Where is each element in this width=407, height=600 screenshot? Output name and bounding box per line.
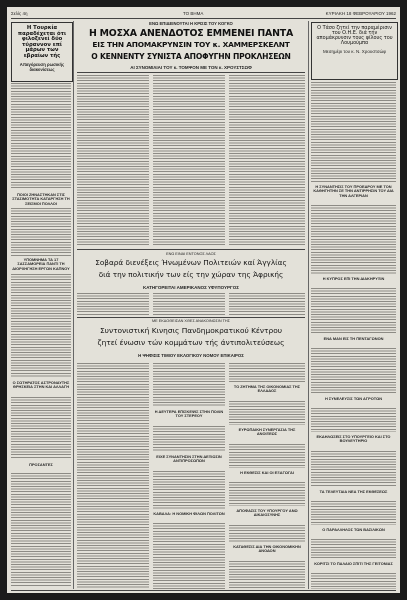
left-text — [11, 83, 71, 189]
story-text — [77, 75, 149, 245]
page-number: Σελίς 4η — [11, 11, 28, 16]
rule — [77, 317, 305, 318]
rule — [77, 249, 305, 250]
top-kicker: ΕΝΩ ΕΠΙΔΕΙΝΟΥΤΑΙ Η ΚΡΙΣΙΣ ΤΟΥ ΚΟΓΚΟ — [149, 21, 233, 26]
right-box — [311, 22, 398, 80]
footer-rule — [11, 590, 396, 591]
mid-sub: ΚΑΤΗΓΟΡΕΙΤΑΙ ΑΜΕΡΙΚΑΝΟΣ ΥΦΥΠΟΥΡΓΟΣ — [143, 285, 239, 290]
issue-date: ΚΥΡΙΑΚΗ 18 ΦΕΒΡΟΥΑΡΙΟΥ 1962 — [325, 11, 396, 16]
right-box-headline: Ο Τάσο ζητεί την παραμέρισιν του Ο.Η.Ε. διά τήν απομάκρυνσιν τους φίλους του Λουμούμπα — [316, 25, 393, 47]
story-text — [153, 75, 225, 245]
right-heading: Η ΣΥΝΑΝΤΗΣΙΣ ΤΟΥ ΠΡΟΕΔΡΟΥ ΜΕ ΤΟΝ ΚΑΘΗΓΗΤΗΝ ΣΕ ΤΗΝ ΑΝΤΙΡΡΗΣΙΝ ΤΟΥ ΔΙΑ ΤΗΝ ΑΛΓΕΡΙΑΝ — [313, 185, 394, 198]
right-text — [311, 205, 396, 275]
right-text — [311, 539, 396, 559]
right-heading: ΕΚΔΗΛΩΣΕΙΣ ΣΤΟ ΥΠΟΥΡΓΕΙΟ ΚΑΙ ΣΤΟ ΒΟΥΛΕΥΤΗΡΙΟ — [316, 435, 391, 444]
right-text — [311, 348, 396, 394]
story-text — [229, 401, 305, 425]
story-text — [229, 525, 305, 543]
story-text — [229, 482, 305, 506]
story-text — [229, 444, 305, 468]
top-headline-1: Η ΜΟΣΧΑ ΑΝΕΝΔΟΤΟΣ ΕΜΜΕΝΕΙ ΠΑΝΤΑ — [88, 28, 294, 39]
story-text — [153, 471, 225, 509]
story-text — [229, 363, 305, 383]
story-text — [153, 523, 225, 589]
right-heading: Ο ΠΑΡΑΛΛΗΛΟΣ ΤΩΝ ΒΑΣΙΛΙΚΩΝ — [322, 528, 385, 532]
page-header — [11, 10, 396, 18]
story-text — [153, 293, 225, 315]
story-text — [153, 363, 225, 407]
left-box — [11, 22, 73, 82]
story-text — [77, 293, 149, 315]
left-text — [11, 208, 71, 256]
rule — [77, 72, 305, 73]
left-box-sub: Απαγόρευση ρωσικής διακονίσεως — [19, 62, 65, 73]
top-sub: ΑΙ ΣΥΝΟΜΙΛΙΑΙ ΤΟΥ κ. ΤΟΜΨΟΝ ΜΕ ΤΟΝ κ. ΧΡΟΥΣΤΣΩΦ — [130, 65, 252, 70]
lower-headline-1: Συντονιστική Κινησις Πανδημοκρατικού Κέντρου — [100, 326, 282, 335]
mid-kicker: ΕΝΩ ΕΙΝΑΙ ΕΝΤΟΝΟΣ ΛΑΟΣ — [166, 252, 216, 256]
small-heading: ΚΑΒΑΛΑ: Η ΝΟΜΙΚΗ ΦΙΛΩΝ ΠΟΛΙΤΩΝ — [153, 512, 225, 516]
left-box-headline: Η Τουρκία παραδέχεται ότι φιλοξενεί δύο τύραννον επί μάρων των εβραίων τής — [17, 25, 67, 59]
story-text — [153, 426, 225, 452]
top-headline-3: Ο ΚΕΝΝΕΝΤΥ ΣΥΝΙΣΤΑ ΑΠΟΦΥΓΗΝ ΠΡΟΚΛΗΣΕΩΝ — [91, 52, 291, 61]
column-rule — [73, 21, 74, 589]
left-item-heading: ΠΟΙΟΙ ΖΗΝΑΣΤΗΚΑΝ ΣΤΙΣ ΣΤΑΣΙΜΟΤΗΤΑ ΚΑΤΑΡΓΗΣΗ ΤΗ ΣΕΙΣΜΟΙ ΠΟΛΛΟΙ — [12, 193, 70, 206]
right-text — [311, 501, 396, 525]
small-heading: ΑΠΟΦΑΣΙΣ ΤΟΥ ΥΠΟΥΡΓΟΥ ΑΝΩ ΔΙΚΑΙΟΣΥΝΗΣ — [236, 509, 298, 518]
right-box-sub: Μεσημέρι του κ. Ν. Χρουστσώφ — [322, 48, 387, 54]
story-text — [229, 293, 305, 315]
right-text — [311, 573, 396, 589]
right-text — [311, 82, 396, 182]
left-item-heading: Ο ΣΩΤΗΡΑΤΟΣ ΑΣΤΡΟΝΑΥΤΗΣ ΘΡΗΣΚΕΙΑ ΣΤΗΝ ΚΑΙ ΑΛΛΑΓΗ — [12, 381, 70, 390]
right-heading: ΤΑ ΤΕΛΕΥΤΑΙΑ ΝΕΑ ΤΗΣ ΕΚΘΕΣΕΩΣ — [319, 490, 388, 494]
mid-headline-1: Σοβαρά διενέξεις Ήνωμένων Πολιτειών καί Άγγλίας — [95, 258, 287, 267]
right-heading: Η ΚΥΠΡΟΣ ΕΠΙ ΤΗΝ ΔΙΑΚΗΡΥΞΙΝ — [322, 277, 385, 281]
small-heading: ΚΑΤΑΘΕΣΙΣ ΔΙΑ ΤΗΝ ΟΙΚΟΝΟΜΙΚΗΝ ΑΝΟΔΟΝ — [233, 545, 301, 554]
lower-headline-2: ζητεί ένωσιν τών κομμάτων τής άντιπολιτεύσεως — [97, 338, 285, 347]
small-heading: ΕΥΡΩΠΑΙΚΗ ΣΥΝΕΡΓΑΣΙΑ ΤΗΣ ΑΝΟΙΞΕΩΣ — [238, 428, 296, 437]
small-heading: ΕΙΧΕ ΣΥΝΑΝΤΗΣΙΝ ΣΤΗΝ ΔΕΞΙΩΣΙΝ ΑΝΤΙΠΡΟΣΩΠΩΝ — [156, 455, 222, 464]
right-text — [311, 451, 396, 487]
small-heading: Η ΔΕΥΤΕΡΑ ΕΠΙΣΚΕΨΙΣ ΣΤΗΝ ΠΟΛΙΝ ΤΟΥ ΣΤΕΡΕΟΥ — [154, 410, 224, 419]
top-headline-2: ΕΙΣ ΤΗΝ ΑΠΟΜΑΚΡΥΝΣΙΝ ΤΟΥ κ. ΧΑΜΜΕΡΣΚΕΛΝΤ — [92, 40, 290, 49]
story-text — [229, 75, 305, 245]
left-text — [11, 274, 71, 378]
story-text — [77, 363, 149, 589]
column-rule — [308, 21, 309, 589]
left-text — [11, 473, 71, 587]
mid-headline-2: διά την πολιτικήν των είς την χώραν της Άφρικής — [98, 270, 284, 279]
paper-name: ΤΟ ΒΗΜΑ — [183, 11, 204, 16]
header-rule — [11, 18, 396, 19]
story-text — [229, 561, 305, 589]
lower-kicker: ΜΕ ΕΚΔΟΘΕΙΣΑΝ ΧΘΕΣ ΑΝΑΚΟΙΝΩΣΙΝ ΤΗΣ — [151, 319, 230, 323]
lower-sub: Η ΨΗΦΙΣΙΣ ΤΙΜΙΟΥ ΕΚΛΟΓΙΚΟΥ ΝΟΜΟΥ ΕΠΙΚΑΙΡΟΣ — [138, 353, 244, 358]
left-text — [11, 397, 71, 459]
left-item-heading: ΥΠΟΜΝΗΜΑ ΤΑ 17 ΣΑΣΣΑΜΟΡΕΙΑ ΠΑΝΤΙ ΤΗ ΔΙΟΡΧΗΓΗΣΗ ΕΡΓΩΝ ΚΑΠΝΟΥ — [12, 258, 70, 271]
small-heading: ΤΟ ΖΗΤΗΜΑ ΤΗΣ ΟΙΚΟΝΟΜΙΑΣ ΤΗΣ ΕΛΛΑΔΟΣ — [233, 385, 301, 394]
right-heading: ΚΟΡΙΤΣΙ ΤΟ ΠΑΛΑΙΟ ΣΠΙΤΙ ΤΗΣ ΓΕΙΤΟΝΙΑΣ — [314, 562, 393, 566]
right-heading: ΕΝΑ ΜΑΝ ΕΙΣ ΤΗ ΠΕΝΤΑΓΩΝΟΝ — [323, 337, 384, 341]
left-item-heading: ΠΡΟΣΑΝΤΕΣ — [29, 463, 53, 467]
right-text — [311, 288, 396, 334]
newspaper-page — [7, 7, 400, 593]
right-heading: Η ΣΥΝΕΛΕΥΣΙΣ ΤΩΝ ΑΓΡΟΤΩΝ — [324, 397, 383, 401]
small-heading: Η ΕΚΘΕΣΙΣ ΚΑΙ ΟΙ ΕΞΑΓΩΓΑΙ — [240, 471, 294, 475]
right-text — [311, 408, 396, 432]
